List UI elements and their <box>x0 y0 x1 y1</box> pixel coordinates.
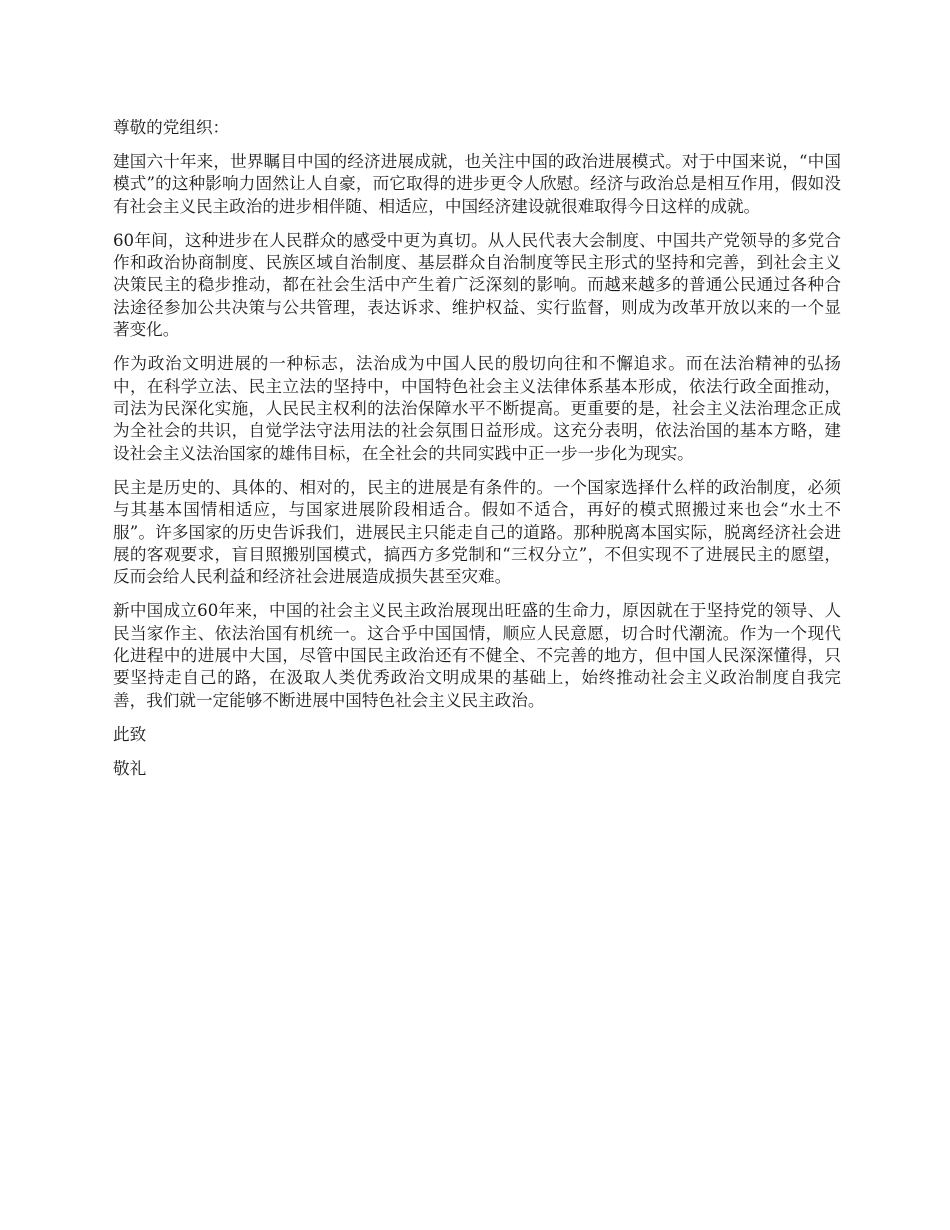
paragraph-1: 建国六十年来，世界瞩目中国的经济进展成就，也关注中国的政治进展模式。对于中国来说，“中国模式”的这种影响力固然让人自豪，而它取得的进步更令人欣慰。经济与政治总是相互作用，假如没有社会主义民主政治的进步相伴随、相适应，中国经济建设就很难取得今日这样的成就。 <box>113 151 841 216</box>
paragraph-4: 民主是历史的、具体的、相对的，民主的进展是有条件的。一个国家选择什么样的政治制度，必须与其基本国情相适应，与国家进展阶段相适合。假如不适合，再好的模式照搬过来也会“水土不服”。许多国家的历史告诉我们，进展民主只能走自己的道路。那种脱离本国实际，脱离经济社会进展的客观要求，盲目照搬别国模式，搞西方多党制和“三权分立”，不但实现不了进展民主的愿望，反而会给人民利益和经济社会进展造成损失甚至灾难。 <box>113 477 841 587</box>
paragraph-3: 作为政治文明进展的一种标志，法治成为中国人民的殷切向往和不懈追求。而在法治精神的弘扬中，在科学立法、民主立法的坚持中，中国特色社会主义法律体系基本形成，依法行政全面推动，司法为民深化实施，人民民主权利的法治保障水平不断提高。更重要的是，社会主义法治理念正成为全社会的共识，自觉学法守法用法的社会氛围日益形成。这充分表明，依法治国的基本方略，建设社会主义法治国家的雄伟目标，在全社会的共同实践中正一步一步化为现实。 <box>113 354 841 463</box>
paragraph-2: 60年间，这种进步在人民群众的感受中更为真切。从人民代表大会制度、中国共产党领导的多党合作和政治协商制度、民族区域自治制度、基层群众自治制度等民主形式的坚持和完善，到社会主义决策民主的稳步推动，都在社会生活中产生着广泛深刻的影响。而越来越多的普通公民通过各种合法途径参加公共决策与公共管理，表达诉求、维护权益、实行监督，则成为改革开放以来的一个显著变化。 <box>113 230 841 340</box>
closing-phrase: 此致 <box>113 724 147 744</box>
letter-body <box>113 117 841 792</box>
paragraph-5: 新中国成立60年来，中国的社会主义民主政治展现出旺盛的生命力，原因就在于坚持党的领导、人民当家作主、依法治国有机统一。这合乎中国国情，顺应人民意愿，切合时代潮流。作为一个现代化进程中的进展中大国，尽管中国民主政治还有不健全、不完善的地方，但中国人民深深懂得，只要坚持走自己的路，在汲取人类优秀政治文明成果的基础上，始终推动社会主义政治制度自我完善，我们就一定能够不断进展中国特色社会主义民主政治。 <box>113 601 841 710</box>
salutation: 尊敬的党组织： <box>113 118 230 137</box>
closing-salute: 敬礼 <box>113 758 147 778</box>
